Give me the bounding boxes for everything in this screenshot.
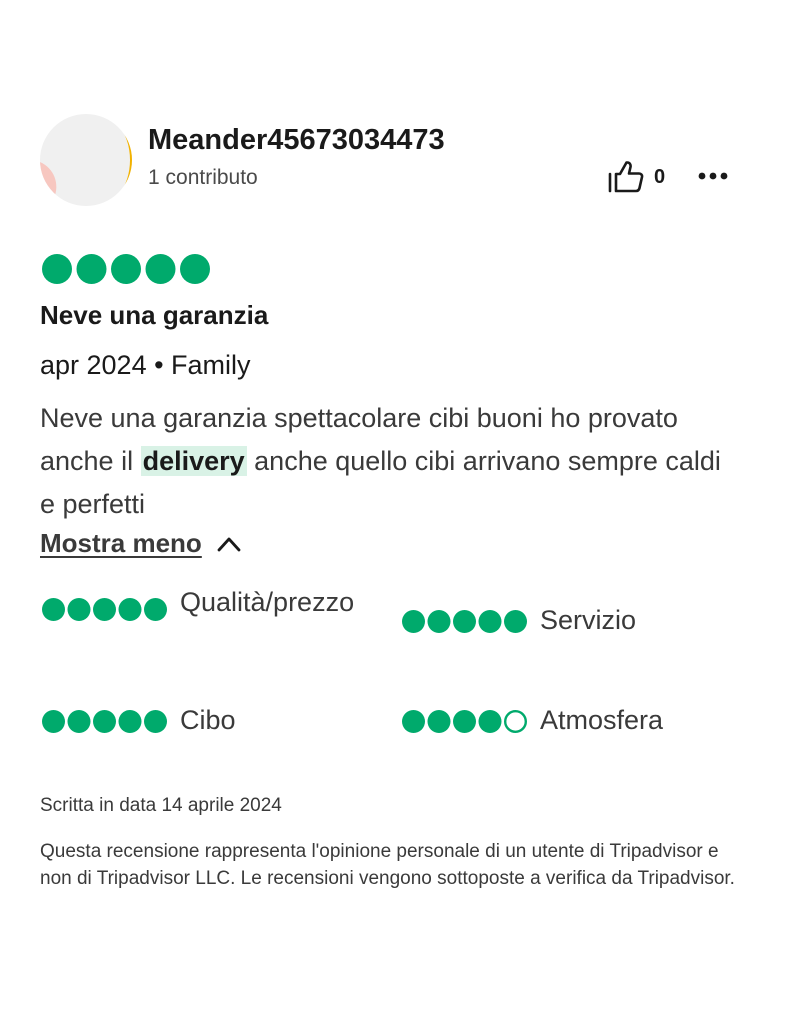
bubble-filled: [402, 610, 425, 633]
subrating-atmosphere-label: Atmosfera: [540, 705, 664, 735]
bubble-filled: [504, 610, 527, 633]
subrating-service: [400, 604, 636, 636]
subrating-value-label: Qualità/prezzo: [180, 587, 355, 617]
rating-bubbles-icon: [40, 252, 212, 286]
bubble-filled: [428, 710, 451, 733]
like-count: 0: [654, 165, 666, 188]
bubble-filled: [93, 598, 116, 621]
bubble-filled: [42, 598, 65, 621]
bubble-filled: [144, 598, 167, 621]
more-options-button[interactable]: [694, 160, 732, 192]
bubble-filled: [453, 610, 476, 633]
subrating-food-label: Cibo: [180, 705, 236, 735]
bubble-filled: [479, 610, 502, 633]
reviewer-username[interactable]: Meander45673034473: [148, 124, 445, 156]
bubble-filled: [42, 254, 72, 284]
review-body: [40, 397, 740, 526]
review-rating-bubbles: [40, 252, 212, 291]
review-body-text: Neve una garanzia spettacolare cibi buoni ho provato anche il: [40, 403, 678, 476]
reviewer-contributions: 1 contributo: [148, 166, 258, 189]
subrating-food-bubbles: [40, 708, 170, 736]
bubble-filled: [42, 710, 65, 733]
disclaimer-text: Questa recensione rappresenta l'opinione personale di un utente di Tripadvisor e non di Tripadvisor LLC. Le recensioni vengono sottoposte a verifica da Tripadvisor.: [40, 841, 735, 889]
subrating-value-bubbles: [40, 596, 170, 624]
avatar-placeholder-icon: [40, 114, 132, 206]
review-title: Neve una garanzia: [40, 300, 269, 330]
bubble-filled: [77, 254, 107, 284]
avatar[interactable]: [40, 114, 132, 206]
bubble-filled: [479, 710, 502, 733]
subrating-service-bubbles: [400, 608, 530, 636]
bubble-filled: [453, 710, 476, 733]
show-less-label: Mostra meno: [40, 528, 202, 558]
bubble-filled: [119, 598, 142, 621]
subrating-atmosphere: [400, 704, 663, 736]
bubble-filled: [146, 254, 176, 284]
bubble-filled: [402, 710, 425, 733]
written-date: Scritta in data 14 aprile 2024: [40, 795, 282, 816]
subrating-value: [40, 586, 380, 624]
like-button[interactable]: [608, 160, 665, 194]
bubble-filled: [93, 710, 116, 733]
thumbs-up-icon: [608, 161, 644, 193]
bubble-filled: [119, 710, 142, 733]
bubble-empty: [505, 711, 526, 732]
subrating-service-label: Servizio: [540, 605, 637, 635]
bubble-filled: [68, 598, 91, 621]
review-body-highlight: delivery: [142, 446, 245, 476]
review-meta: apr 2024 • Family: [40, 350, 251, 380]
bubble-filled: [68, 710, 91, 733]
more-dots-icon: [694, 160, 732, 192]
bubble-filled: [180, 254, 210, 284]
subrating-food: [40, 704, 236, 736]
bubble-filled: [144, 710, 167, 733]
chevron-up-icon: [216, 535, 242, 553]
show-less-button[interactable]: [40, 528, 242, 559]
subrating-atmosphere-bubbles: [400, 708, 530, 736]
bubble-filled: [428, 610, 451, 633]
bubble-filled: [111, 254, 141, 284]
review-body-text-end: anche quello cibi arrivano sempre caldi e perfetti: [40, 446, 721, 519]
